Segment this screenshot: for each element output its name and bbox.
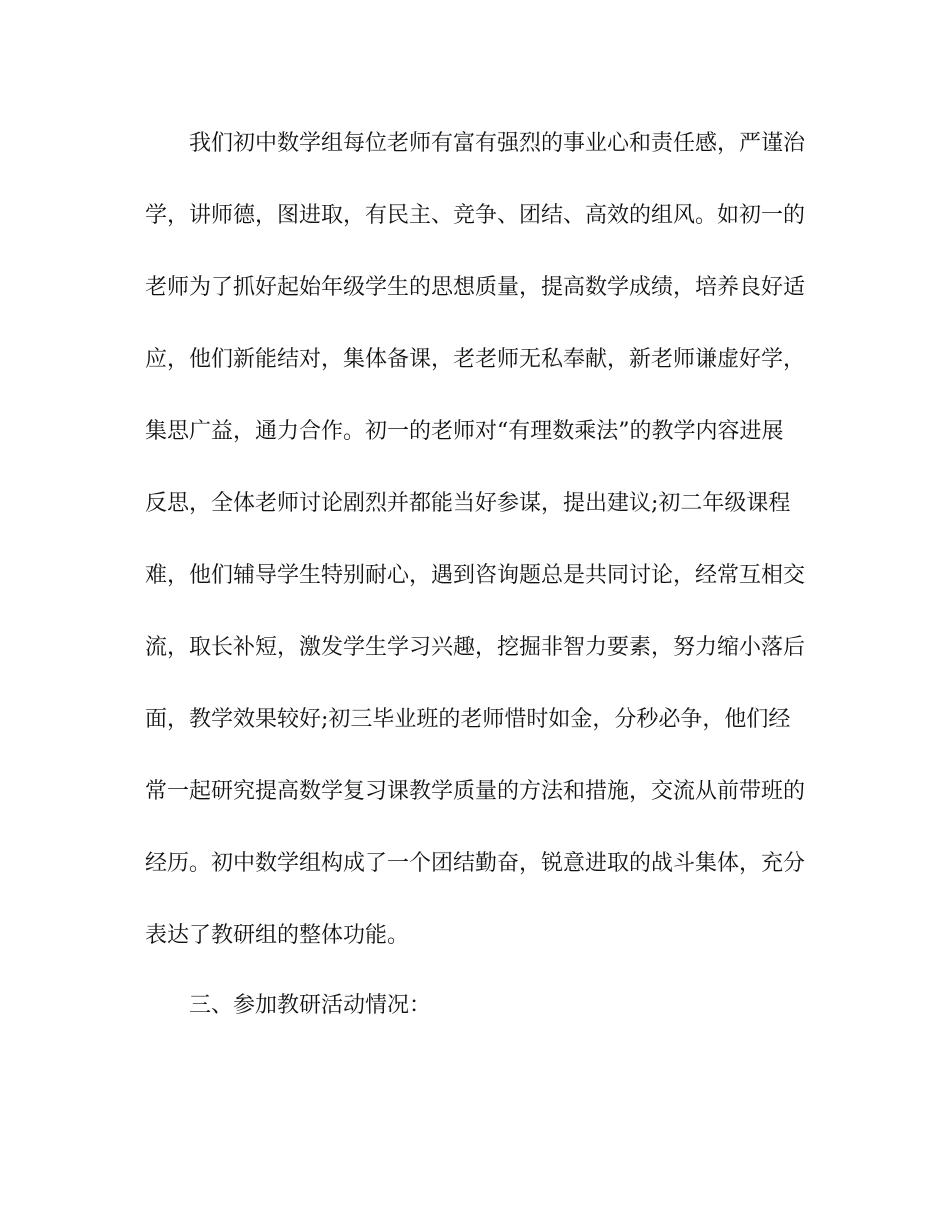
paragraph-line-9: [0, 700, 950, 740]
paragraph-line-6: [0, 484, 950, 524]
paragraph-line-1: [0, 124, 950, 164]
paragraph-line-8-text: 流，取长补短，激发学生学习兴趣，挖掘非智力要素，努力缩小落后: [145, 635, 806, 660]
paragraph-line-10: [0, 772, 950, 812]
paragraph-line-2-text: 学，讲师德，图进取，有民主、竞争、团结、高效的组风。如初一的: [145, 203, 806, 228]
paragraph-line-4-text: 应，他们新能结对，集体备课，老老师无私奉献，新老师谦虚好学，: [145, 347, 806, 372]
paragraph-line-5-text: 集思广益，通力合作。初一的老师对“有理数乘法”的教学内容进展: [145, 419, 784, 444]
paragraph-line-10-text: 常一起研究提高数学复习课教学质量的方法和措施，交流从前带班的: [145, 779, 806, 804]
paragraph-line-6-text: 反思，全体老师讨论剧烈并都能当好参谋，提出建议;初二年级课程: [145, 491, 791, 516]
paragraph-line-7: [0, 556, 950, 596]
paragraph-line-12: [0, 916, 950, 956]
paragraph-line-11-text: 经历。初中数学组构成了一个团结勤奋，锐意进取的战斗集体，充分: [145, 851, 806, 876]
paragraph-line-11: [0, 844, 950, 884]
paragraph-line-7-text: 难，他们辅导学生特别耐心，遇到咨询题总是共同讨论，经常互相交: [145, 563, 806, 588]
paragraph-line-5: [0, 412, 950, 452]
paragraph-line-1-text: 我们初中数学组每位老师有富有强烈的事业心和责任感，严谨治: [189, 131, 806, 156]
paragraph-line-8: [0, 628, 950, 668]
paragraph-line-9-text: 面，教学效果较好;初三毕业班的老师惜时如金，分秒必争，他们经: [145, 707, 791, 732]
section-heading-text: 三、参加教研活动情况：: [189, 993, 432, 1018]
paragraph-line-3-text: 老师为了抓好起始年级学生的思想质量，提高数学成绩，培养良好适: [145, 275, 806, 300]
paragraph-line-3: [0, 268, 950, 308]
section-heading: [0, 986, 950, 1026]
paragraph-line-4: [0, 340, 950, 380]
paragraph-line-12-text: 表达了教研组的整体功能。: [145, 923, 410, 948]
paragraph-line-2: [0, 196, 950, 236]
